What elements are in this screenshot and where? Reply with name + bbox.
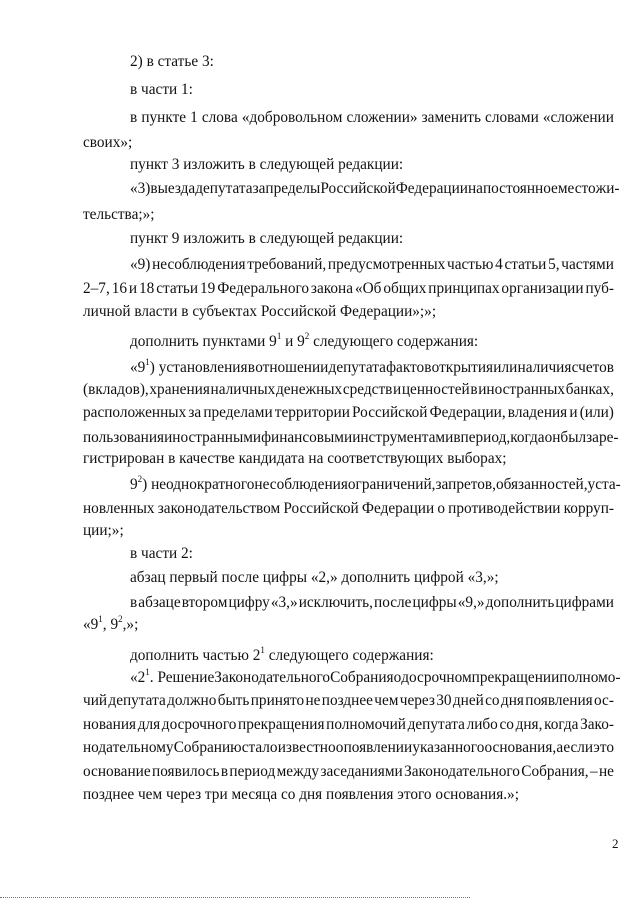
text-line — [83, 428, 619, 448]
text-fragment: цифры — [412, 594, 457, 611]
superscript: 2 — [137, 473, 143, 484]
text-line — [83, 715, 614, 735]
text-fragment: Зако- — [580, 716, 614, 733]
text-fragment: депутата — [328, 359, 386, 376]
text-fragment: выезда — [150, 180, 196, 197]
text-fragment: следующего содержания: — [309, 333, 479, 350]
text-fragment: (вкладов), — [83, 381, 149, 398]
text-fragment: Российской — [283, 500, 359, 517]
text-fragment: на — [467, 180, 483, 197]
text-fragment: чий — [83, 692, 108, 709]
text-fragment: словами — [485, 109, 539, 126]
text-fragment: в — [247, 359, 255, 376]
text-fragment: уста- — [587, 476, 621, 493]
text-fragment: и 9 — [281, 333, 305, 350]
text-fragment: для — [137, 716, 161, 733]
text-fragment: статьи — [504, 256, 547, 273]
text-fragment: досрочного — [161, 716, 237, 733]
text-fragment: ции;»; — [83, 522, 124, 539]
text-fragment: личной власти в субъектах Российской Федерации»;»; — [83, 303, 437, 320]
text-fragment: известно — [277, 739, 336, 756]
text-fragment: в — [220, 763, 229, 780]
text-fragment: 4 — [495, 256, 503, 273]
text-fragment: появления — [525, 692, 593, 709]
text-fragment: Федерации — [361, 500, 435, 517]
text-fragment: он — [544, 429, 561, 446]
text-fragment: дня — [500, 692, 524, 709]
text-fragment: слова — [201, 109, 238, 126]
text-fragment: «9 — [83, 616, 99, 633]
text-fragment: появлении — [343, 739, 413, 756]
text-fragment: цифру — [228, 594, 270, 611]
text-fragment: наличных — [210, 381, 276, 398]
text-fragment: Собрания — [330, 669, 394, 686]
text-fragment: цифрами — [555, 594, 614, 611]
text-fragment: втором — [181, 594, 228, 611]
text-fragment: Законодательного — [404, 763, 520, 780]
text-fragment: средств — [342, 381, 393, 398]
text-fragment: пуб- — [585, 280, 614, 297]
text-fragment: и — [128, 280, 138, 297]
text-line — [130, 593, 614, 613]
text-fragment — [130, 668, 214, 688]
text-line — [83, 133, 640, 153]
text-line — [130, 155, 640, 175]
text-fragment: ) неоднократного — [142, 476, 255, 493]
text-fragment: 2) в статье 3: — [130, 53, 214, 70]
text-fragment: несоблюдения — [254, 476, 348, 493]
text-fragment: 9 — [130, 476, 138, 493]
text-fragment: когда — [510, 429, 545, 446]
text-fragment: не — [305, 692, 321, 709]
text-fragment: владения — [507, 404, 568, 421]
text-fragment: принципах — [428, 280, 500, 297]
text-fragment: Федерации — [395, 180, 468, 197]
text-fragment: основание — [83, 763, 151, 780]
text-fragment: полномо- — [559, 669, 621, 686]
text-line — [83, 403, 614, 423]
text-fragment: ,»; — [122, 616, 139, 633]
text-fragment: частями — [561, 256, 614, 273]
text-line — [130, 544, 640, 564]
text-fragment: «2 — [130, 669, 146, 686]
text-fragment: указанного — [412, 739, 485, 756]
text-fragment: это — [593, 739, 614, 756]
text-fragment: ограничений, — [347, 476, 436, 493]
text-fragment: «Об — [354, 280, 382, 297]
text-fragment: гистрирован в качестве кандидата на соответствующих выборах; — [83, 450, 507, 467]
text-fragment: период, — [460, 429, 511, 446]
text-fragment: после — [374, 594, 412, 611]
text-line — [83, 499, 614, 519]
superscript: 1 — [145, 666, 150, 677]
text-fragment: 2–7, — [83, 280, 110, 297]
text-fragment: Собрания, — [521, 763, 589, 780]
text-line — [83, 691, 614, 711]
text-fragment: о — [393, 669, 402, 686]
text-fragment: – — [589, 763, 598, 780]
superscript: 1 — [260, 644, 265, 655]
text-fragment: следующего содержания: — [264, 647, 434, 664]
text-line — [130, 666, 621, 688]
text-fragment: хранения — [149, 381, 210, 398]
text-fragment: пункте — [141, 109, 187, 126]
text-fragment: закона — [310, 280, 354, 297]
page-number: 2 — [612, 836, 619, 851]
text-fragment: 19 — [200, 280, 216, 297]
text-fragment: новленных — [83, 500, 155, 517]
text-fragment: Федерального — [217, 280, 310, 297]
text-line — [130, 473, 621, 495]
text-fragment: нования — [83, 716, 137, 733]
text-fragment: 18 — [138, 280, 155, 297]
text-fragment: основания, — [484, 739, 557, 756]
text-line — [83, 205, 640, 225]
text-fragment: несоблюдения — [152, 256, 246, 273]
text-fragment: законодательством — [157, 500, 281, 517]
superscript: 1 — [276, 330, 282, 341]
text-fragment: частью — [447, 256, 494, 273]
text-fragment: в — [470, 381, 478, 398]
text-fragment: 5, — [548, 256, 560, 273]
text-fragment: стало — [241, 739, 278, 756]
text-fragment: требований, — [247, 256, 327, 273]
text-line — [130, 646, 640, 666]
text-fragment: дополнить — [485, 594, 555, 611]
text-fragment: депутата — [195, 180, 253, 197]
text-line — [130, 80, 640, 100]
text-fragment: отношении — [255, 359, 329, 376]
text-fragment: между — [276, 763, 320, 780]
text-fragment: со — [485, 692, 500, 709]
text-fragment: (или) — [579, 404, 614, 421]
text-fragment: 30 — [436, 692, 452, 709]
text-fragment: банках, — [565, 381, 614, 398]
superscript: 1 — [98, 613, 103, 624]
text-fragment: дня, — [515, 716, 543, 733]
text-fragment: фактов — [386, 359, 432, 376]
text-line — [83, 521, 640, 541]
text-fragment: , 9 — [102, 616, 119, 633]
text-fragment: пользования — [83, 429, 165, 446]
text-line — [130, 358, 614, 378]
text-fragment: абзац первый после цифры «2,» дополнить цифрой «3,»; — [130, 569, 499, 586]
text-fragment: иностранными — [164, 429, 262, 446]
text-fragment: должно — [167, 692, 217, 709]
text-fragment: дополнить пунктами 9 — [130, 333, 277, 350]
text-line — [83, 302, 640, 322]
text-fragment: в — [130, 109, 138, 126]
text-line — [83, 762, 614, 782]
text-fragment: со — [499, 716, 514, 733]
text-fragment: и — [569, 404, 578, 421]
superscript: 1 — [145, 356, 150, 367]
text-fragment: в — [130, 594, 138, 611]
text-fragment: Российской — [320, 180, 396, 197]
text-fragment: сложении» — [346, 109, 418, 126]
text-fragment: «добровольном — [241, 109, 343, 126]
text-line — [83, 449, 640, 469]
text-fragment: пределы — [265, 180, 321, 197]
text-fragment: прекращении — [471, 669, 560, 686]
text-line — [83, 785, 640, 805]
text-fragment: обязанностей, — [495, 476, 588, 493]
text-fragment: был — [560, 429, 587, 446]
text-fragment: в части 1: — [130, 81, 193, 98]
text-fragment: позднее — [321, 692, 373, 709]
text-fragment: расположенных — [83, 404, 187, 421]
text-fragment: чем — [374, 692, 399, 709]
text-fragment: тельства;»; — [83, 206, 155, 223]
text-fragment: корруп- — [563, 500, 614, 517]
text-fragment: через — [399, 692, 435, 709]
text-fragment: или — [493, 359, 518, 376]
text-line — [130, 52, 640, 72]
text-line — [130, 179, 620, 199]
text-line — [130, 229, 640, 249]
text-fragment: быть — [217, 692, 250, 709]
text-fragment: «9,» — [457, 594, 485, 611]
text-fragment: 16 — [111, 280, 127, 297]
text-fragment: либо — [466, 716, 498, 733]
superscript: 2 — [118, 613, 123, 624]
text-fragment: ценностей — [401, 381, 470, 398]
text-fragment: инструментами — [352, 429, 454, 446]
text-fragment: если — [563, 739, 594, 756]
text-fragment: «сложении — [542, 109, 614, 126]
text-line — [83, 279, 614, 299]
text-fragment: заменить — [421, 109, 481, 126]
text-fragment: дополнить частью 2 — [130, 647, 261, 664]
text-fragment: жи- — [595, 180, 620, 197]
text-fragment: . Решение — [149, 669, 215, 686]
text-fragment: депутата — [108, 692, 166, 709]
text-line — [83, 615, 640, 635]
text-fragment: место — [557, 180, 596, 197]
text-fragment: пункт 9 изложить в следующей редакции: — [130, 230, 404, 247]
text-fragment: нодательному — [83, 739, 174, 756]
text-fragment — [130, 475, 254, 495]
text-fragment: Российской — [352, 404, 428, 421]
text-fragment: Законодательного — [214, 669, 331, 686]
text-fragment: «9) — [130, 256, 151, 273]
text-line — [130, 568, 640, 588]
text-fragment: за — [188, 404, 202, 421]
text-fragment: организации — [501, 280, 584, 297]
text-fragment: когда — [544, 716, 579, 733]
text-fragment: открытия — [431, 359, 494, 376]
text-fragment: заре- — [586, 429, 619, 446]
text-fragment: прекращения — [238, 716, 325, 733]
text-fragment: дней — [452, 692, 484, 709]
text-fragment: абзаце — [138, 594, 181, 611]
text-fragment: появилось — [152, 763, 220, 780]
text-fragment — [130, 358, 248, 378]
text-line — [130, 108, 614, 128]
text-fragment: о — [437, 500, 445, 517]
text-fragment: запретов, — [435, 476, 496, 493]
text-fragment: наличия — [517, 359, 572, 376]
text-fragment: пункт 3 изложить в следующей редакции: — [130, 156, 404, 173]
text-fragment: статьи — [156, 280, 199, 297]
text-fragment: Собранию — [173, 739, 242, 756]
text-fragment: депутата — [407, 716, 465, 733]
text-line — [130, 332, 640, 352]
text-fragment: территории — [274, 404, 350, 421]
text-fragment: период — [229, 763, 276, 780]
text-fragment: иностранных — [478, 381, 566, 398]
text-line — [130, 255, 614, 275]
scan-artifact-line — [0, 897, 470, 898]
text-fragment: позднее чем через три месяца со дня появления этого основания.»; — [83, 786, 519, 803]
text-fragment: «3,» — [270, 594, 298, 611]
text-fragment: принято — [250, 692, 305, 709]
text-fragment: за — [252, 180, 266, 197]
text-fragment: своих»; — [83, 134, 133, 151]
text-fragment: заседаниями — [320, 763, 403, 780]
text-fragment: «3) — [130, 180, 151, 197]
text-fragment: счетов — [571, 359, 614, 376]
text-fragment: финансовыми — [261, 429, 353, 446]
text-fragment: полномочий — [326, 716, 406, 733]
text-fragment: постоянное — [482, 180, 558, 197]
text-fragment: «9 — [130, 359, 146, 376]
text-fragment: общих — [383, 280, 427, 297]
text-fragment: Федерации, — [429, 404, 506, 421]
text-line — [83, 380, 614, 400]
text-fragment: и — [393, 381, 402, 398]
text-fragment: в — [453, 429, 461, 446]
text-fragment: предусмотренных — [327, 256, 446, 273]
text-fragment: в части 2: — [130, 545, 193, 562]
text-fragment: не — [598, 763, 614, 780]
text-fragment: исключить, — [298, 594, 373, 611]
text-fragment: ос- — [594, 692, 614, 709]
text-fragment: а — [556, 739, 564, 756]
text-fragment: о — [335, 739, 344, 756]
text-fragment: досрочном — [401, 669, 472, 686]
text-fragment: 1 — [190, 109, 198, 126]
text-fragment: пределами — [203, 404, 273, 421]
text-line — [83, 738, 614, 758]
text-fragment: ) установления — [149, 359, 248, 376]
text-fragment: денежных — [275, 381, 343, 398]
text-fragment: противодействии — [448, 500, 561, 517]
superscript: 2 — [304, 330, 310, 341]
